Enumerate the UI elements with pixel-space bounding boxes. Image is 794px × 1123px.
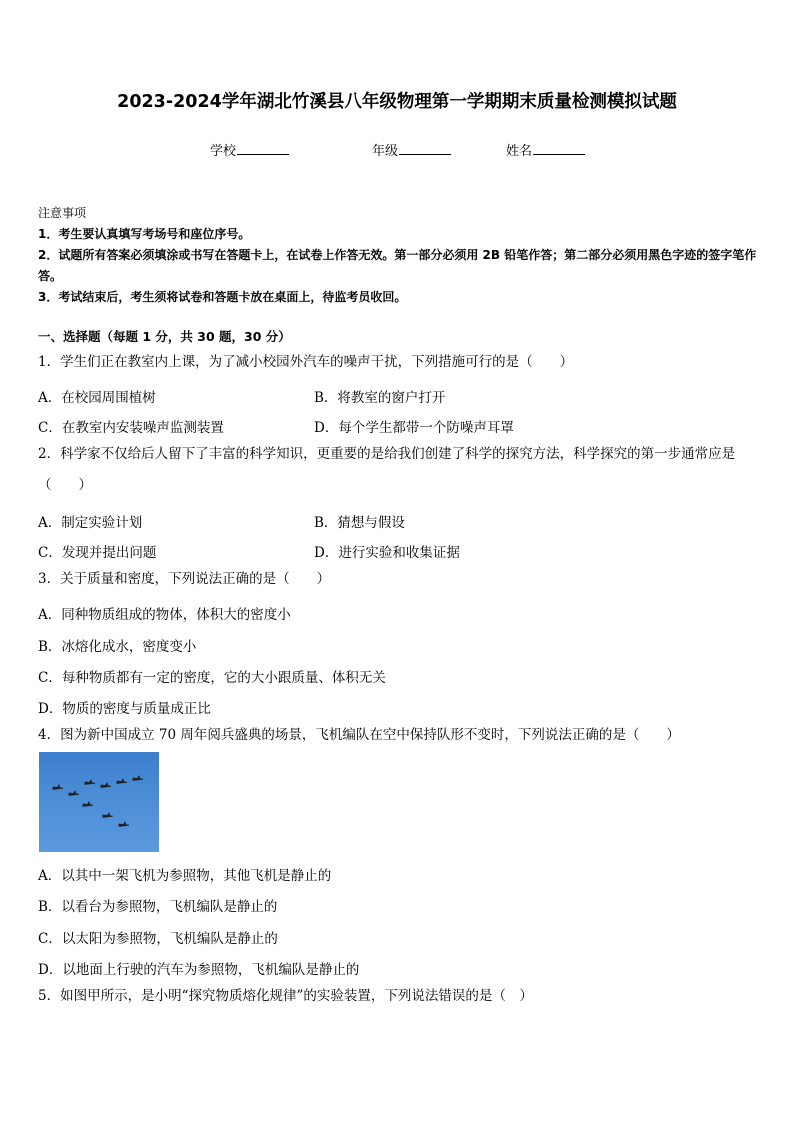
question-3-option-b: B．冰熔化成水，密度变小 — [38, 639, 197, 655]
question-4-option-b: B．以看台为参照物，飞机编队是静止的 — [38, 899, 278, 915]
question-3-option-c: C．每种物质都有一定的密度，它的大小跟质量、体积无关 — [38, 670, 386, 686]
question-4-option-d: D．以地面上行驶的汽车为参照物，飞机编队是静止的 — [38, 962, 360, 978]
name-label: 姓名 — [506, 144, 533, 159]
question-1-option-b: B．将教室的窗户打开 — [314, 390, 446, 406]
grade-blank — [399, 143, 451, 155]
note-item-2: 2．试题所有答案必须填涂或书写在答题卡上，在试卷上作答无效。第一部分必须用 2B 铅笔作答；第二部分必须用黑色字迹的签字笔作答。 — [38, 248, 757, 283]
question-3-option-a: A．同种物质组成的物体，体积大的密度小 — [38, 607, 291, 623]
name-field — [506, 140, 585, 159]
parade-aircraft-photo — [39, 752, 159, 852]
question-4-option-a: A．以其中一架飞机为参照物，其他飞机是静止的 — [38, 868, 332, 884]
question-2-option-a: A．制定实验计划 — [38, 515, 143, 531]
section-heading: 一、选择题（每题 1 分，共 30 题，30 分） — [38, 329, 291, 344]
question-1-option-d: D．每个学生都带一个防噪声耳罩 — [314, 420, 514, 436]
question-2-stem: 2．科学家不仅给后人留下了丰富的科学知识，更重要的是给我们创建了科学的探究方法，科学探究的第一步通常应是（ ） — [38, 446, 736, 493]
question-4-option-c: C．以太阳为参照物，飞机编队是静止的 — [38, 931, 278, 947]
grade-field — [372, 140, 451, 159]
grade-label: 年级 — [372, 144, 399, 159]
school-blank — [237, 143, 289, 155]
question-1-option-c: C．在教室内安装噪声监测装置 — [38, 420, 224, 436]
page-title: 2023-2024学年湖北竹溪县八年级物理第一学期期末质量检测模拟试题 — [117, 92, 677, 112]
notes-heading: 注意事项 — [38, 206, 87, 220]
name-blank — [533, 143, 585, 155]
question-2-option-d: D．进行实验和收集证据 — [314, 545, 460, 561]
question-3-option-d: D．物质的密度与质量成正比 — [38, 701, 211, 717]
question-2-option-b: B．猜想与假设 — [314, 515, 405, 531]
school-label: 学校 — [210, 144, 237, 159]
note-item-1: 1．考生要认真填写考场号和座位序号。 — [38, 227, 251, 241]
notes-block — [38, 203, 758, 308]
note-item-3: 3．考试结束后，考生须将试卷和答题卡放在桌面上，待监考员收回。 — [38, 290, 407, 304]
aircraft-formation-icon — [39, 752, 159, 852]
question-2-option-c: C．发现并提出问题 — [38, 545, 157, 561]
question-4-stem: 4．图为新中国成立 70 周年阅兵盛典的场景，飞机编队在空中保持队形不变时，下列说法正确的是（ ） — [38, 727, 680, 743]
question-3-stem: 3．关于质量和密度，下列说法正确的是（ ） — [38, 571, 331, 587]
school-field — [210, 140, 289, 159]
question-1-option-a: A．在校园周围植树 — [38, 390, 156, 406]
question-1-stem: 1．学生们正在教室内上课，为了减小校园外汽车的噪声干扰，下列措施可行的是（ ） — [38, 354, 574, 370]
question-5-stem: 5．如图甲所示，是小明“探究物质熔化规律”的实验装置，下列说法错误的是（ ） — [38, 988, 533, 1004]
